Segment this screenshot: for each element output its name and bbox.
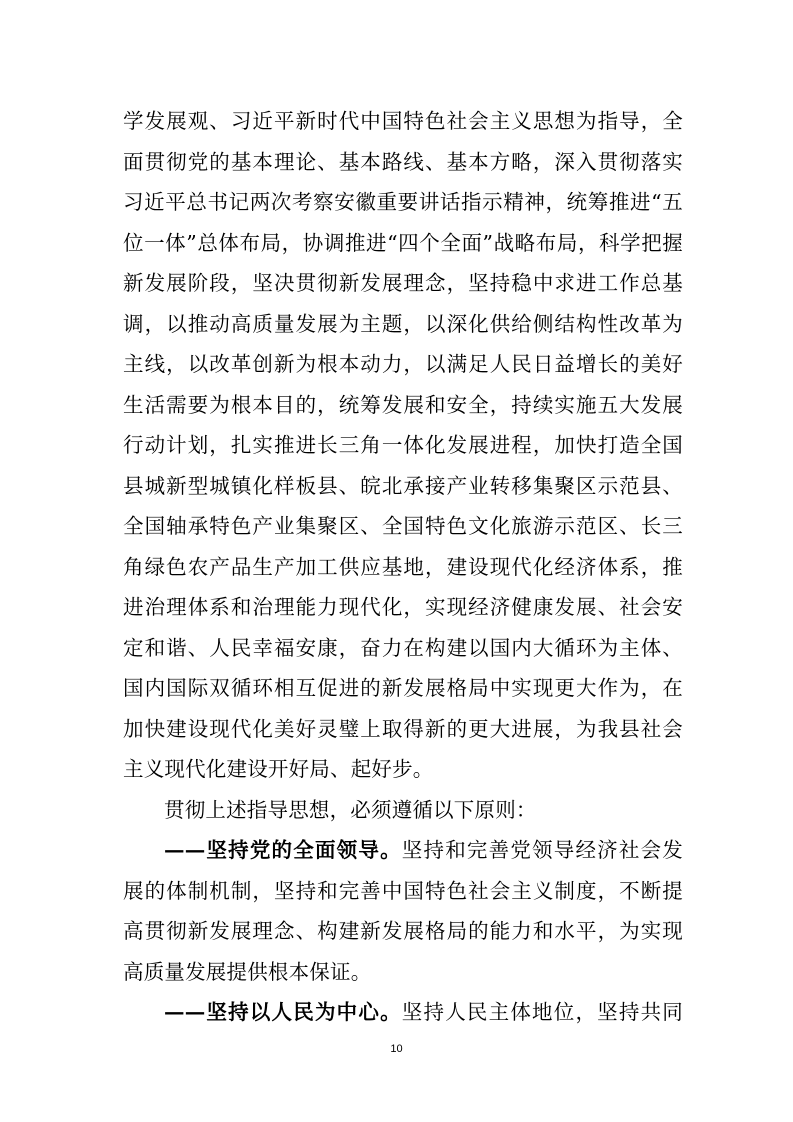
text-line: 主线，以改革创新为根本动力，以满足人民日益增长的美好: [123, 352, 683, 376]
text-line: 进治理体系和治理能力现代化，实现经济健康发展、社会安: [123, 595, 683, 619]
text-line: 生活需要为根本目的，统筹发展和安全，持续实施五大发展: [123, 392, 683, 417]
text-line: 县城新型城镇化样板县、皖北承接产业转移集聚区示范县、: [123, 473, 683, 498]
principle-1-heading: ——坚持党的全面领导。: [164, 838, 402, 862]
text-line: 展的体制机制，坚持和完善中国特色社会主义制度，不断提: [123, 878, 683, 903]
text-line: 面贯彻党的基本理论、基本路线、基本方略，深入贯彻落实: [123, 149, 683, 174]
principle-1-first-line: [123, 830, 683, 871]
text-line: 国内国际双循环相互促进的新发展格局中实现更大作为，在: [123, 676, 683, 700]
paragraph-intro-principles: 贯彻上述指导思想，必须遵循以下原则：: [164, 797, 537, 822]
principle-1-text: 坚持和完善党领导经济社会发: [401, 838, 683, 862]
text-line: 定和谐、人民幸福安康，奋力在构建以国内大循环为主体、: [123, 635, 683, 660]
text-line: 角绿色农产品生产加工供应基地，建设现代化经济体系，推: [123, 554, 683, 579]
principle-2-text: 坚持人民主体地位，坚持共同: [401, 1000, 683, 1024]
text-line: 学发展观、习近平新时代中国特色社会主义思想为指导，全: [123, 109, 683, 133]
text-line: 高质量发展提供根本保证。: [123, 959, 372, 984]
principle-2-heading: ——坚持以人民为中心。: [164, 1000, 402, 1024]
text-line: 高贯彻新发展理念、构建新发展格局的能力和水平，为实现: [123, 919, 683, 943]
principle-2-first-line: [123, 992, 683, 1033]
text-line: 主义现代化建设开好局、起好步。: [123, 757, 434, 781]
text-line: 习近平总书记两次考察安徽重要讲话指示精神，统筹推进“五: [123, 190, 683, 214]
text-line: 行动计划，扎实推进长三角一体化发展进程，加快打造全国: [123, 433, 683, 457]
text-line: 调，以推动高质量发展为主题，以深化供给侧结构性改革为: [123, 311, 683, 336]
body-text: [123, 101, 683, 1033]
text-line: 加快建设现代化美好灵璧上取得新的更大进展，为我县社会: [123, 716, 683, 741]
text-line: 新发展阶段，坚决贯彻新发展理念，坚持稳中求进工作总基: [123, 271, 683, 295]
text-line: 位一体”总体布局，协调推进“四个全面”战略布局，科学把握: [123, 230, 683, 255]
text-line: 全国轴承特色产业集聚区、全国特色文化旅游示范区、长三: [123, 514, 683, 538]
page-number: 10: [390, 1043, 403, 1055]
